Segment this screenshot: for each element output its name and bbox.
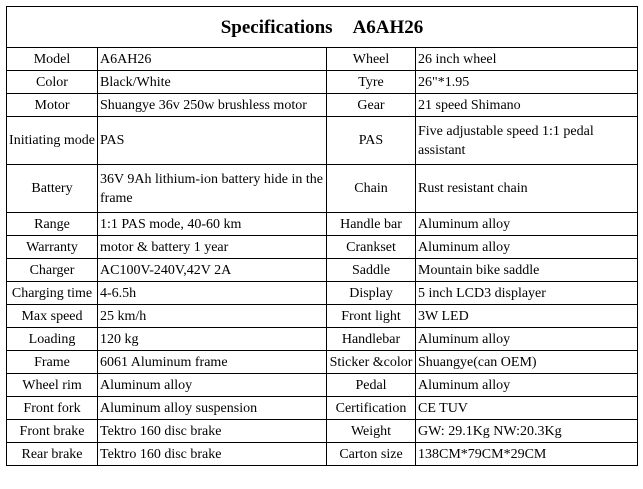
title-text: Specifications [220, 16, 333, 38]
spec-label: Chain [327, 165, 416, 213]
spec-label: Weight [327, 420, 416, 443]
spec-value: 36V 9Ah lithium-ion battery hide in the frame [98, 165, 327, 213]
table-row [7, 351, 638, 374]
table-row [7, 117, 638, 165]
table-row [7, 213, 638, 236]
specifications-table [6, 6, 638, 466]
table-row [7, 282, 638, 305]
spec-label: Crankset [327, 236, 416, 259]
spec-label: Handlebar [327, 328, 416, 351]
spec-label: Loading [7, 328, 98, 351]
spec-value: Rust resistant chain [416, 165, 638, 213]
spec-label: Charging time [7, 282, 98, 305]
spec-value: AC100V-240V,42V 2A [98, 259, 327, 282]
spec-label: Initiating mode [7, 117, 98, 165]
table-row [7, 48, 638, 71]
spec-value: 26"*1.95 [416, 71, 638, 94]
spec-label: Handle bar [327, 213, 416, 236]
table-row [7, 305, 638, 328]
table-row [7, 94, 638, 117]
spec-label: Front brake [7, 420, 98, 443]
spec-label: Max speed [7, 305, 98, 328]
spec-value: Shuangye(can OEM) [416, 351, 638, 374]
spec-value: Aluminum alloy [416, 374, 638, 397]
title-model: A6AH26 [352, 16, 424, 38]
spec-value: 25 km/h [98, 305, 327, 328]
spec-value: Aluminum alloy [416, 236, 638, 259]
spec-label: Color [7, 71, 98, 94]
spec-label: Pedal [327, 374, 416, 397]
spec-value: 3W LED [416, 305, 638, 328]
spec-label: Display [327, 282, 416, 305]
spec-value: CE TUV [416, 397, 638, 420]
spec-value: motor & battery 1 year [98, 236, 327, 259]
table-row [7, 374, 638, 397]
spec-label: Motor [7, 94, 98, 117]
spec-value: Shuangye 36v 250w brushless motor [98, 94, 327, 117]
spec-value: 21 speed Shimano [416, 94, 638, 117]
title-row [7, 7, 638, 48]
spec-value: Tektro 160 disc brake [98, 420, 327, 443]
table-row [7, 165, 638, 213]
spec-value: 120 kg [98, 328, 327, 351]
spec-label: Front fork [7, 397, 98, 420]
spec-value: 6061 Aluminum frame [98, 351, 327, 374]
spec-value: Aluminum alloy suspension [98, 397, 327, 420]
table-row [7, 328, 638, 351]
spec-label: Certification [327, 397, 416, 420]
spec-value: A6AH26 [98, 48, 327, 71]
spec-label: Frame [7, 351, 98, 374]
spec-label: Rear brake [7, 443, 98, 466]
spec-value: 138CM*79CM*29CM [416, 443, 638, 466]
spec-label: Battery [7, 165, 98, 213]
spec-label: Wheel rim [7, 374, 98, 397]
spec-value: Black/White [98, 71, 327, 94]
spec-label: Carton size [327, 443, 416, 466]
spec-value: Tektro 160 disc brake [98, 443, 327, 466]
table-row [7, 397, 638, 420]
spec-label: Front light [327, 305, 416, 328]
spec-label: Sticker &color [327, 351, 416, 374]
spec-label: Range [7, 213, 98, 236]
spec-label: Gear [327, 94, 416, 117]
table-title [7, 7, 638, 48]
spec-value: Five adjustable speed 1:1 pedal assistant [416, 117, 638, 165]
table-row [7, 420, 638, 443]
spec-value: Mountain bike saddle [416, 259, 638, 282]
table-row [7, 259, 638, 282]
spec-label: Model [7, 48, 98, 71]
spec-label: PAS [327, 117, 416, 165]
spec-label: Wheel [327, 48, 416, 71]
spec-value: Aluminum alloy [416, 328, 638, 351]
spec-value: PAS [98, 117, 327, 165]
spec-label: Tyre [327, 71, 416, 94]
spec-label: Saddle [327, 259, 416, 282]
spec-value: Aluminum alloy [416, 213, 638, 236]
spec-label: Warranty [7, 236, 98, 259]
spec-value: 4-6.5h [98, 282, 327, 305]
spec-value: 26 inch wheel [416, 48, 638, 71]
spec-value: Aluminum alloy [98, 374, 327, 397]
table-row [7, 236, 638, 259]
spec-value: 5 inch LCD3 displayer [416, 282, 638, 305]
spec-value: GW: 29.1Kg NW:20.3Kg [416, 420, 638, 443]
table-row [7, 71, 638, 94]
table-row [7, 443, 638, 466]
spec-label: Charger [7, 259, 98, 282]
spec-value: 1:1 PAS mode, 40-60 km [98, 213, 327, 236]
